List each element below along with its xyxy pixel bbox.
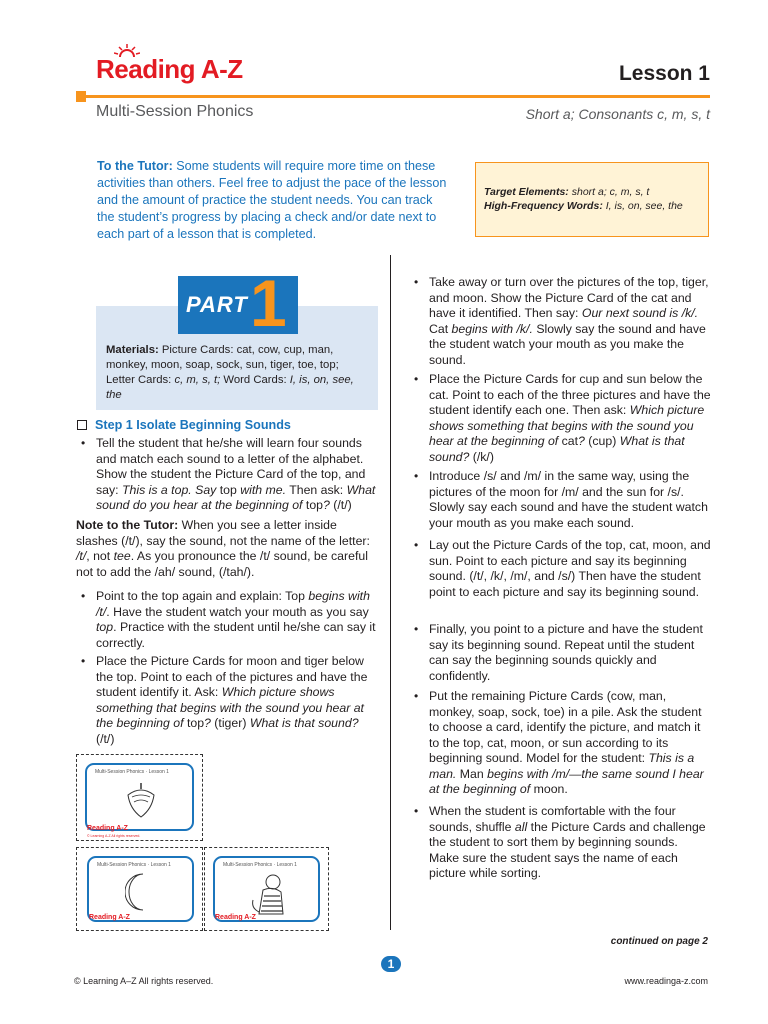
step-bullet-3: • Place the Picture Cards for moon and tiger below the top. Point to each of the pictures and have the student identify it. Ask: Which picture shows something that begins with the sound you hear at the beginning of top? (tiger) What is that sound? (/t/) (96, 654, 380, 747)
footer-copyright: © Learning A–Z All rights reserved. (74, 976, 214, 986)
checkbox-icon[interactable] (77, 420, 87, 430)
materials-text: Picture Cards: cat, cow, cup, man, monkey, moon, soap, sock, sun, tiger, toe, top; Letter Cards: (106, 344, 339, 386)
card-label: Multi-Session Phonics · Lesson 1 (95, 769, 169, 775)
right-bullet-3: • Introduce /s/ and /m/ in the same way, using the pictures of the moon for /m/ and the sun for /s/. Slowly say each sound and have the student watch your mouth as you make each sound. (429, 469, 711, 531)
tutor-note-label: To the Tutor: (97, 159, 173, 173)
moon-picture (125, 872, 155, 912)
right-bullet-2: • Place the Picture Cards for cup and sun below the cat. Point to each of the three pictures and have the student identify each one. Then ask: Which picture shows something that begins with the sound you hear at the beginning of cat? (cup) What is that sound? (/k/) (429, 372, 711, 465)
reading-az-logo (96, 44, 276, 86)
card-label: Multi-Session Phonics · Lesson 1 (223, 862, 297, 868)
tiger-picture (249, 872, 291, 916)
picture-card-frame-tiger (204, 847, 329, 931)
right-bullet-4: • Lay out the Picture Cards of the top, cat, moon, and sun. Point to each picture and say its beginning sound. (/t/, /k/, /m/, and /s/) Then have the student point to each picture and say its beginning sound. (429, 538, 711, 600)
card-label: Multi-Session Phonics · Lesson 1 (97, 862, 171, 868)
hfw-value: I, is, on, see, the (602, 200, 683, 212)
target-elements-box (475, 162, 709, 237)
materials-letters: c, m, s, t; (174, 374, 221, 386)
materials-words: I, is, on, see, the (106, 374, 354, 401)
card-brand: Reading A-Z (215, 914, 256, 921)
card-copyright: © Learning A-Z All rights reserved. (87, 834, 141, 838)
materials-text-2: Word Cards: (220, 374, 290, 386)
right-bullet-5: • Finally, you point to a picture and have the student say its beginning sound. Repeat until the student can say the beginning sounds quickly and confidently. (429, 622, 711, 684)
spinning-top-picture (124, 781, 158, 821)
step-bullet-1: • Tell the student that he/she will learn four sounds and match each sound to a letter of the alphabet. Show the student the Picture Card of the top, and say: This is a top. Say top with me. Then ask: What sound do you hear at the beginning of top? (/t/) (96, 436, 380, 514)
target-elements-label: Target Elements: (484, 186, 569, 198)
picture-card-frame-top (76, 754, 203, 841)
right-bullet-1: • Take away or turn over the pictures of the top, tiger, and moon. Show the Picture Card of the cat and have it identified. Then say: Our next sound is /k/. Cat begins with /k/. Slowly say the sound and have the student watch your mouth as you make the sound. (429, 275, 711, 368)
header-accent-tab (76, 91, 86, 102)
target-elements-value: short a; c, m, s, t (568, 186, 650, 198)
right-bullet-6: • Put the remaining Picture Cards (cow, man, monkey, soap, sock, toe) in a pile. Ask the student to choose a card, identify the picture, and match it to the top, cat, moon, or sun according to its beginning sound. Model for the student: This is a man. Man begins with /m/—the same sound I hear at the beginning of moon. (429, 689, 711, 798)
part-number: 1 (250, 266, 287, 340)
note-to-tutor: Note to the Tutor: When you see a letter inside slashes (/t/), say the sound, not the name of the letter: /t/, not tee. As you pronounce the /t/ sound, be careful not to add the /ah/ sound, (/tah/). (76, 518, 370, 579)
picture-card-tiger (213, 856, 320, 922)
part-word: PART (186, 292, 248, 317)
lesson-title: Lesson 1 (618, 62, 710, 85)
continued-note: continued on page 2 (610, 936, 708, 947)
logo-text: Reading A-Z (96, 54, 243, 84)
right-bullet-7: • When the student is comfortable with the four sounds, shuffle all the Picture Cards and challenge the student to sort them by beginning sounds. Make sure the student says the name of each picture while sorting. (429, 804, 711, 882)
footer-url[interactable]: www.readinga-z.com (624, 976, 708, 986)
header-rule (86, 95, 710, 98)
page-number: 1 (381, 956, 401, 972)
program-title: Multi-Session Phonics (96, 103, 254, 120)
tutor-note (97, 158, 447, 243)
card-brand: Reading A-Z (89, 914, 130, 921)
hfw-label: High-Frequency Words: (484, 200, 603, 212)
card-brand: Reading A-Z (87, 825, 128, 832)
lesson-focus: Short a; Consonants c, m, s, t (525, 106, 710, 122)
picture-card-frame-moon (76, 847, 203, 931)
tutor-note-text: Some students will require more time on these activities than others. Feel free to adjust the pace of the lesson and the amount of practice the student needs. You can track the student’s progress by placing a check and/or date next to each part of a lesson that is completed. (97, 159, 447, 241)
step-1-title (77, 418, 291, 432)
materials-label: Materials: (106, 344, 159, 356)
step-1-title-text: Step 1 Isolate Beginning Sounds (95, 418, 291, 432)
picture-card-top (85, 763, 194, 831)
picture-card-moon (87, 856, 194, 922)
part-badge (178, 266, 298, 340)
column-divider (390, 255, 391, 930)
step-bullet-2: • Point to the top again and explain: Top begins with /t/. Have the student watch your mouth as you say top. Practice with the student until he/she can say it correctly. (96, 589, 380, 651)
